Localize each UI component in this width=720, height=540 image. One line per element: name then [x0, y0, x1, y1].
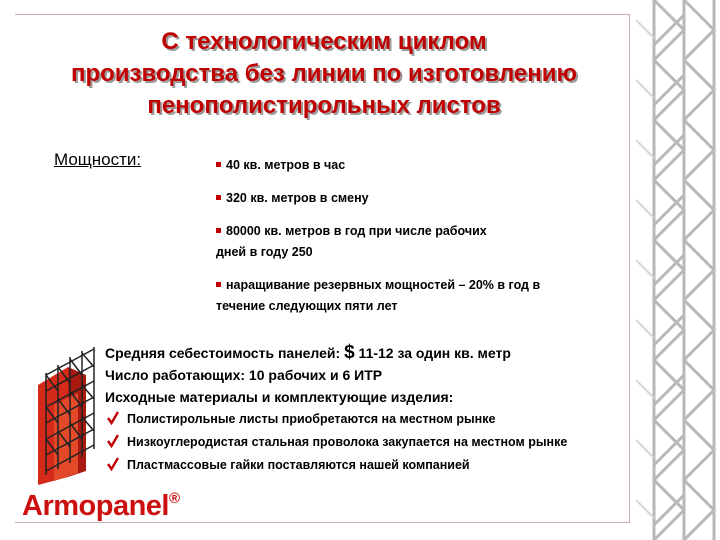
capacity-item: 320 кв. метров в смену [216, 188, 616, 209]
checkmark-icon [107, 411, 119, 425]
capacity-item: 40 кв. метров в час [216, 155, 616, 176]
square-bullet-icon [216, 162, 221, 167]
checkmark-icon [107, 434, 119, 448]
armopanel-logo: Armopanel® [22, 490, 180, 522]
slide-title [20, 26, 628, 122]
square-bullet-icon [216, 228, 221, 233]
sandwich-panel-icon [28, 345, 102, 485]
capacity-item: наращивание резервных мощностей – 20% в год в течение следующих пяти лет [216, 278, 541, 313]
material-item: Низкоуглеродистая стальная проволока закупается на местном рынке [105, 431, 705, 454]
capacity-label: Мощности: [54, 150, 142, 169]
checkmark-icon [107, 457, 119, 471]
material-item: Полистирольные листы приобретаются на местном рынке [105, 408, 705, 431]
title-line-3: пенополистирольных листов [147, 92, 501, 119]
project-info [105, 342, 705, 477]
square-bullet-icon [216, 282, 221, 287]
cost-line: Средняя себестоимость панелей: $ 11-12 за один кв. метр [105, 342, 511, 363]
workers-line: Число работающих: 10 рабочих и 6 ИТР [105, 367, 383, 383]
title-line-2: производства без линии по изготовлению [70, 60, 577, 87]
material-item: Пластмассовые гайки поставляются нашей компанией [105, 454, 705, 477]
capacity-item: 80000 кв. метров в год при числе рабочих дней в году 250 [216, 224, 487, 259]
title-line-1: С технологическим циклом [161, 28, 487, 55]
square-bullet-icon [216, 195, 221, 200]
capacity-list [216, 155, 616, 329]
materials-heading: Исходные материалы и комплектующие изделия: [105, 389, 454, 405]
frame-top-line [15, 14, 629, 15]
